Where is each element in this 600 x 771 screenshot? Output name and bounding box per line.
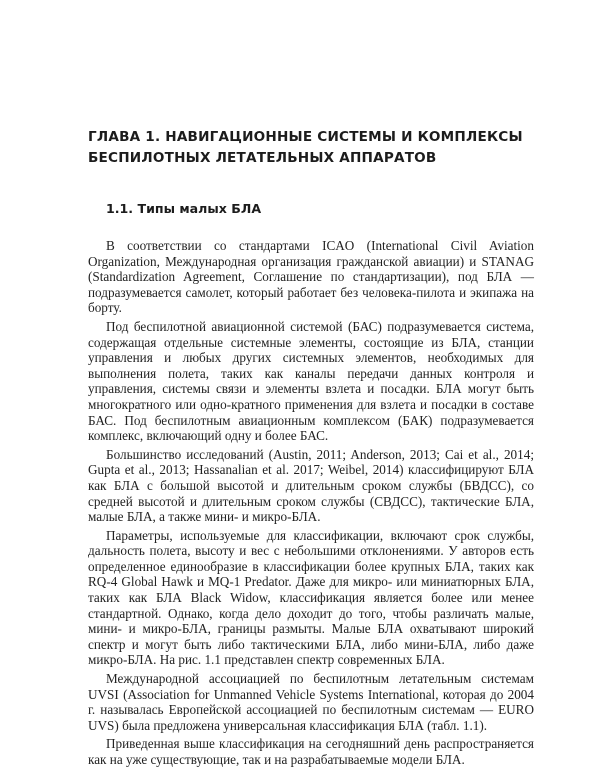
- paragraph-icao-definition: В соответствии со стандартами ICAO (International Civil Aviation Organization, Международная организация гражданской авиации) и STANAG (Standardization Agreement, Соглашение по стандартизации), под БЛА — подразумевается самолет, который работает без человека-пилота и экипажа на борту.: [88, 238, 534, 316]
- body-text: [88, 238, 534, 771]
- paragraph-research-classification: Большинство исследований (Austin, 2011; Anderson, 2013; Cai et al., 2014; Gupta et al., 2013; Hassanalian et al. 2017; Weibel, 2014) классифицируют БЛА как БЛА с большой высотой и длительным сроком службы (БВДСС), со средней высотой и длительным сроком службы (СВДСС), тактические БЛА, малые БЛА, а также мини- и микро-БЛА.: [88, 446, 534, 525]
- chapter-title-line-2: БЕСПИЛОТНЫХ ЛЕТАТЕЛЬНЫХ АППАРАТОВ: [88, 150, 437, 166]
- paragraph-uvsi-classification: Международной ассоциацией по беспилотным летательным системам UVSI (Association for Unmanned Vehicle Systems International, которая до 2004 г. называлась Европейской ассоциацией по беспилотным системам — EURO UVS) была предложена универсальная классификация БЛА (табл. 1.1).: [88, 671, 534, 733]
- section-title: 1.1. Типы малых БЛА: [106, 201, 262, 216]
- paragraph-classification-scope: Приведенная выше классификация на сегодняшний день распространяется как на уже существующие, так и на разрабатываемые модели БЛА.: [88, 736, 534, 767]
- chapter-title: [88, 127, 548, 169]
- chapter-title-line-1: ГЛАВА 1. НАВИГАЦИОННЫЕ СИСТЕМЫ И КОМПЛЕКСЫ: [88, 129, 523, 145]
- paragraph-bas-definition: Под беспилотной авиационной системой (БАС) подразумевается система, содержащая отдельные системные элементы, состоящие из БЛА, станции управления и любых других системных элементов, необходимых для выполнения полета, таких как каналы передачи данных контроля и управления, системы связи и элементы взлета и посадки. БЛА могут быть многократного или одно-кратного применения для взлета и посадки в составе БАС. Под беспилотным авиационным комплексом (БАК) подразумевается комплекс, включающий одну и более БАС.: [88, 318, 534, 444]
- paragraph-classification-parameters: Параметры, используемые для классификации, включают срок службы, дальность полета, высоту и вес с небольшими отклонениями. У авторов есть определенное единообразие в классификации более крупных БЛА, таких как RQ-4 Global Hawk и MQ-1 Predator. Даже для микро- или миниатюрных БЛА, таких как БЛА Black Widow, классификация является более или менее стандартной. Однако, когда дело доходит до того, чтобы различать малые, мини- и микро-БЛА, границы размыты. Малые БЛА охватывают широкий спектр и могут быть либо тактическими БЛА, либо мини-БЛА, либо даже микро-БЛА. На рис. 1.1 представлен спектр современных БЛА.: [88, 527, 534, 668]
